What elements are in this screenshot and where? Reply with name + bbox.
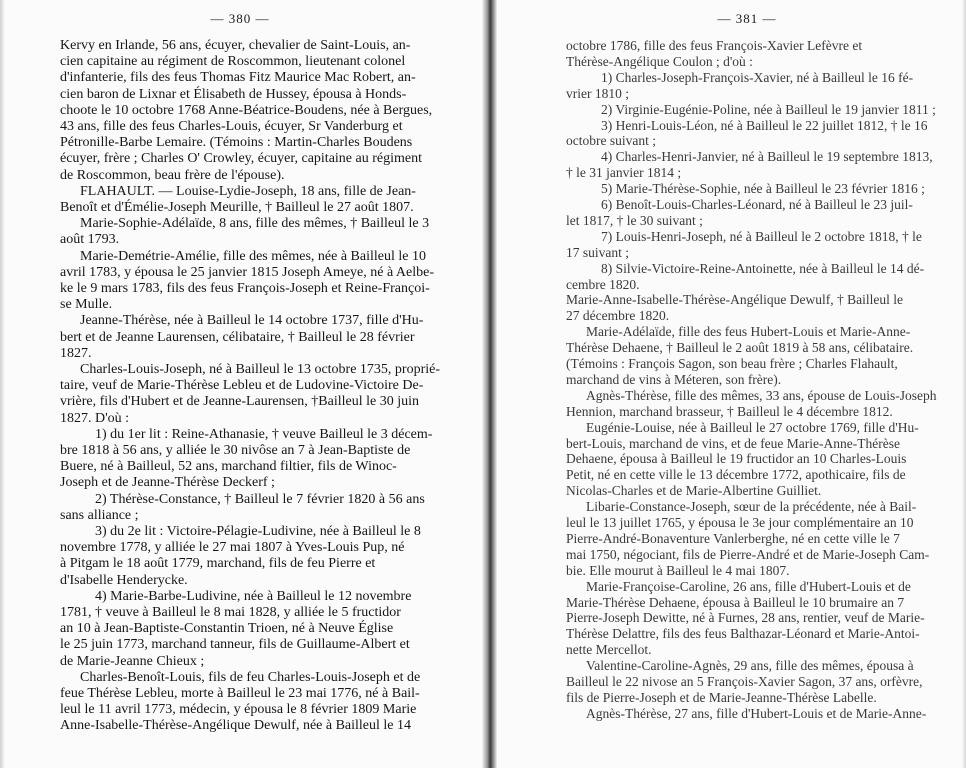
text-line: à Pitgam le 18 août 1779, marchand, fils de feu Pierre et — [60, 556, 376, 572]
text-line: 2) Thérèse-Constance, † Bailleul le 7 février 1820 à 56 ans — [95, 491, 425, 507]
text-line: Marie-Demétrie-Amélie, fille des mêmes, née à Bailleul le 10 — [80, 248, 426, 264]
text-line: Marie-Françoise-Caroline, 26 ans, fille d'Hubert-Louis et de — [586, 578, 911, 594]
text-line: d'Isabelle Henderycke. — [60, 572, 188, 588]
text-line: 17 suivant ; — [566, 244, 629, 260]
text-line: fils de Pierre-Joseph et de Marie-Jeanne-Thérèse Labelle. — [566, 689, 877, 705]
text-line: Nicolas-Charles et de Marie-Albertine Guilliet. — [566, 483, 822, 499]
text-line: 7) Louis-Henri-Joseph, né à Bailleul le 2 octobre 1818, † le — [601, 228, 922, 244]
text-line: bie. Elle mourut à Bailleul le 4 mai 1807. — [566, 562, 790, 578]
text-line: Charles-Louis-Joseph, né à Bailleul le 13 octobre 1735, proprié- — [80, 362, 441, 377]
text-line: Agnès-Thérèse, fille des mêmes, 33 ans, épouse de Louis-Joseph — [586, 387, 937, 403]
text-line: Anne-Isabelle-Thérèse-Angélique Dewulf, née à Bailleul le 14 — [60, 718, 412, 734]
text-line: Bailleul le 22 nivose an 5 François-Xavier Sagon, 37 ans, orfèvre, — [566, 674, 923, 689]
left-page-edge-shadow — [0, 0, 5, 768]
text-line: choote le 10 octobre 1768 Anne-Béatrice-Boudens, née à Bergues, — [60, 102, 433, 118]
text-line: Thérèse-Angélique Coulon ; d'où : — [566, 53, 753, 69]
text-line: 4) Charles-Henri-Janvier, né à Bailleul le 19 septembre 1813, — [601, 149, 933, 165]
text-line: let 1817, † le 30 suivant ; — [566, 212, 703, 228]
text-line: août 1793. — [60, 232, 120, 248]
right-page-edge-shadow — [962, 0, 966, 768]
right-page-number: — 381 — — [717, 11, 777, 26]
text-line: Pierre-André-Bonaventure Vanlerberghe, né en cette ville le 7 — [566, 530, 900, 546]
text-line: leul le 11 avril 1773, médecin, y épousa le 8 février 1809 Marie — [60, 702, 417, 718]
text-line: nette Mercellot. — [566, 642, 652, 658]
text-line: Kervy en Irlande, 56 ans, écuyer, chevalier de Saint-Louis, an- — [60, 38, 411, 53]
text-line: sans alliance ; — [60, 507, 139, 523]
text-line: Marie-Adélaïde, fille des feus Hubert-Louis et Marie-Anne- — [586, 324, 911, 340]
text-line: 1781, † veuve à Bailleul le 8 mai 1828, y alliée le 5 fructidor — [60, 605, 401, 620]
text-line: Valentine-Caroline-Agnès, 29 ans, fille des mêmes, épousa à — [586, 658, 914, 674]
text-line: octobre suivant ; — [566, 133, 656, 149]
text-line: 3) du 2e lit : Victoire-Pélagie-Ludivine, née à Bailleul le 8 — [95, 524, 421, 539]
text-line: 8) Silvie-Victoire-Reine-Antoinette, née à Bailleul le 14 dé- — [601, 260, 925, 276]
right-page — [497, 0, 966, 768]
text-line: leul le 13 juillet 1765, y épousa le 3e jour complémentaire an 10 — [566, 515, 914, 530]
text-line: Marie-Thérèse Dehaene, épousa à Bailleul le 10 brumaire an 7 — [566, 594, 905, 610]
text-line: 1) du 1er lit : Reine-Athanasie, † veuve Bailleul le 3 décem- — [95, 426, 433, 442]
text-line: 6) Benoît-Louis-Charles-Léonard, né à Bailleul le 23 juil- — [601, 197, 913, 212]
text-line: Marie-Sophie-Adélaïde, 8 ans, fille des mêmes, † Bailleul le 3 — [80, 216, 430, 232]
text-line: FLAHAULT. — Louise-Lydie-Joseph, 18 ans, fille de Jean- — [80, 183, 416, 199]
text-line: bert-Louis, marchand de vins, et de feue Marie-Anne-Thérèse — [566, 435, 900, 451]
text-line: Pétronille-Barbe Lemaire. (Témoins : Martin-Charles Boudens — [60, 135, 413, 151]
text-line: le 25 juin 1773, marchand tanneur, fils de Guillaume-Albert et — [60, 637, 410, 653]
text-line: marchand de vins à Méteren, son frère). — [566, 371, 782, 387]
text-line: Dehaene, épousa à Bailleul le 19 fructidor an 10 Charles-Louis — [566, 451, 907, 467]
text-line: Hennion, marchand brasseur, † Bailleul le 4 décembre 1812. — [566, 403, 893, 419]
text-line: feue Thérèse Lebleu, morte à Bailleul le 23 mai 1776, né à Bail- — [60, 686, 420, 701]
text-line: Eugénie-Louise, née à Bailleul le 27 octobre 1769, fille d'Hu- — [586, 419, 919, 435]
text-line: ke le 9 mars 1783, fils des feus François-Joseph et Reine-Françoi- — [60, 281, 430, 296]
text-line: Marie-Anne-Isabelle-Thérèse-Angélique Dewulf, † Bailleul le — [566, 292, 903, 308]
text-line: Benoît et d'Émélie-Joseph Meurille, † Bailleul le 27 août 1807. — [60, 200, 414, 215]
text-line: de Marie-Jeanne Chieux ; — [60, 653, 205, 669]
text-line: Thérèse Dehaene, † Bailleul le 2 août 1819 à 58 ans, célibataire. — [566, 340, 914, 356]
text-line: mai 1750, négociant, fils de Pierre-André et de Marie-Joseph Cam- — [566, 546, 930, 562]
text-line: Charles-Benoît-Louis, fils de feu Charles-Louis-Joseph et de — [80, 669, 421, 685]
text-line: 27 décembre 1820. — [566, 308, 670, 324]
text-line: Buere, né à Bailleul, 52 ans, marchand filtier, fils de Winoc- — [60, 459, 397, 475]
text-line: cien capitaine au régiment de Roscommon, lieutenant colonel — [60, 54, 406, 70]
text-line: cien baron de Lixnar et Élisabeth de Hussey, épousa à Honds- — [60, 86, 407, 102]
text-line: Agnès-Thérèse, 27 ans, fille d'Hubert-Louis et de Marie-Anne- — [586, 705, 927, 721]
text-line: Pierre-Joseph Dewitte, né à Furnes, 28 ans, rentier, veuf de Marie- — [566, 610, 925, 626]
text-line: Libarie-Constance-Joseph, sœur de la précédente, née à Bail- — [586, 499, 917, 515]
text-line: vrière, fils d'Hubert et de Jeanne-Laurensen, †Bailleul le 30 juin — [60, 394, 420, 410]
left-page — [0, 0, 482, 768]
text-line: bert et de Jeanne Laurensen, célibataire, † Bailleul le 28 février — [60, 329, 415, 345]
text-line: 1827. — [60, 345, 92, 361]
text-line: 5) Marie-Thérèse-Sophie, née à Bailleul le 23 février 1816 ; — [601, 181, 925, 197]
text-line: (Témoins : François Sagon, son beau frère ; Charles Flahault, — [566, 356, 898, 371]
text-line: an 10 à Jean-Baptiste-Constantin Trioen, né à Neuve Église — [60, 621, 394, 637]
left-page-number: — 380 — — [210, 11, 270, 26]
text-line: de Roscommon, beau frère de l'épouse). — [60, 167, 285, 183]
text-line: 4) Marie-Barbe-Ludivine, née à Bailleul le 12 novembre — [95, 588, 412, 604]
text-line: d'infanterie, fils des feus Thomas Fitz Maurice Mac Robert, an- — [60, 70, 416, 86]
text-line: Petit, né en cette ville le 13 décembre 1772, apothicaire, fils de — [566, 467, 906, 483]
text-line: avril 1783, y épousa le 25 janvier 1815 Joseph Ameye, né à Aelbe- — [60, 264, 435, 280]
text-line: 2) Virginie-Eugénie-Poline, née à Bailleul le 19 janvier 1811 ; — [601, 101, 936, 117]
text-line: novembre 1778, y alliée le 27 mai 1807 à Yves-Louis Pup, né — [60, 540, 405, 556]
text-line: Thérèse Delattre, fils des feus Balthazar-Léonard et Marie-Antoi- — [566, 626, 920, 642]
text-line: octobre 1786, fille des feus François-Xavier Lefèvre et — [566, 38, 863, 53]
text-line: bre 1818 à 56 ans, y alliée le 30 nivôse an 7 à Jean-Baptiste de — [60, 443, 411, 458]
text-line: 1827. D'où : — [60, 410, 130, 426]
text-line: 43 ans, fille des feus Charles-Louis, écuyer, Sr Vanderburg et — [60, 119, 403, 134]
text-line: † le 31 janvier 1814 ; — [566, 165, 682, 181]
text-line: écuyer, frère ; Charles O' Crowley, écuyer, capitaine au régiment — [60, 151, 422, 167]
text-line: 1) Charles-Joseph-François-Xavier, né à Bailleul le 16 fé- — [601, 69, 914, 85]
text-line: Jeanne-Thérèse, née à Bailleul le 14 octobre 1737, fille d'Hu- — [80, 313, 424, 329]
text-line: 3) Henri-Louis-Léon, né à Bailleul le 22 juillet 1812, † le 16 — [601, 117, 928, 133]
text-line: se Mulle. — [60, 297, 113, 313]
text-line: Joseph et de Jeanne-Thérèse Deckerf ; — [60, 475, 275, 491]
book-spine — [482, 0, 497, 768]
text-line: taire, veuf de Marie-Thérèse Lebleu et de Ludovine-Victoire De- — [60, 378, 424, 394]
text-line: vrier 1810 ; — [566, 85, 629, 101]
text-line: cembre 1820. — [566, 276, 640, 292]
